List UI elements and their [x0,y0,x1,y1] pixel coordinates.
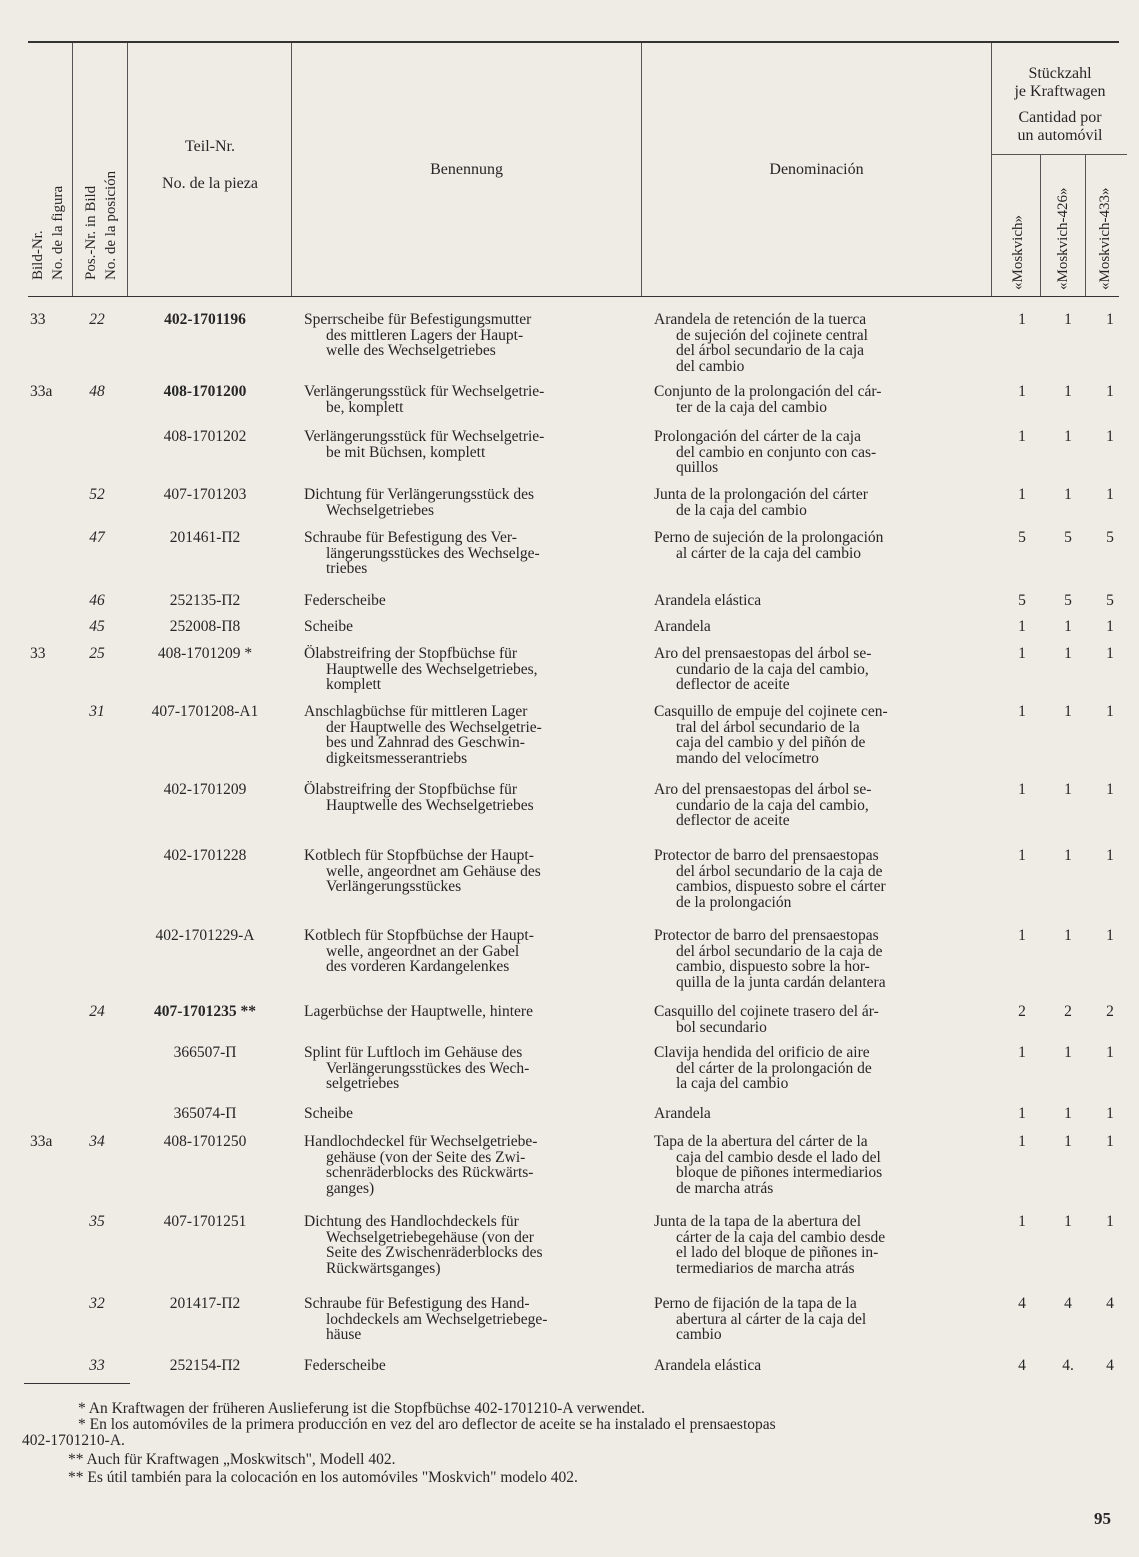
spanish-name-line: la caja del cambio [676,1075,789,1092]
qty-moskvich-426: 1 [1064,1213,1072,1230]
german-name-line: Scheibe [304,618,354,635]
german-name-line: welle des Wechselgetriebes [326,342,496,359]
german-name [304,1106,617,1122]
spanish-name-line: Conjunto de la prolongación del cár- [654,383,882,400]
german-name-line: Dichtung des Handlochdeckels für [304,1213,519,1230]
header-figura: No. de la figura [50,185,66,280]
qty-header-rule [991,154,1127,155]
german-name-line: Verlängerungsstückes des Wech- [326,1059,530,1077]
german-name [304,429,617,460]
german-name-line: des vorderen Kardangelenkes [326,958,510,975]
german-name-line: Rückwärtsganges) [326,1259,441,1277]
part-number: 407-1701203 [163,486,247,503]
spanish-name-line: Prolongación del cárter de la caja [654,428,861,445]
qty-moskvich-433: 4 [1106,1357,1114,1374]
position-number: 34 [89,1133,105,1150]
qty-moskvich-433: 1 [1106,703,1114,720]
part-number: 408-1701250 [163,1133,247,1150]
position-number: 32 [89,1295,105,1312]
german-name [304,1214,617,1276]
qty-moskvich: 1 [1018,703,1026,720]
qty-moskvich: 1 [1018,927,1026,944]
spanish-name-line: de la caja del cambio [676,501,807,519]
german-name [304,384,617,415]
german-name [304,782,617,813]
german-name-line: Kotblech für Stopfbüchse der Haupt- [304,847,534,864]
spanish-name-line: ter de la caja del cambio [676,398,828,416]
spanish-name [654,1358,968,1374]
spanish-name [654,848,968,910]
header-divider [127,43,128,296]
position-number: 35 [89,1213,105,1230]
header-divider [1040,154,1041,296]
spanish-name-line: mando del velocímetro [676,749,819,767]
german-name-line: Hauptwelle des Wechselgetriebes, [326,660,538,678]
german-name-line: digkeitsmesserantriebs [326,749,468,767]
qty-moskvich-426: 4 [1064,1295,1072,1312]
spanish-name-line: cundario de la caja del cambio, [676,660,869,678]
qty-moskvich-426: 5 [1064,529,1072,546]
footnote-2-cont: 402-1701210-A. [22,1432,125,1449]
spanish-name-line: de la prolongación [676,893,792,911]
spanish-name [654,312,968,374]
qty-moskvich: 1 [1018,1044,1026,1061]
spanish-name-line: del árbol secundario de la caja [676,342,865,359]
qty-moskvich-433: 1 [1106,311,1114,328]
header-divider [72,43,73,296]
position-number: 52 [89,486,105,503]
header-cantidad: Cantidad por [1018,109,1102,126]
part-number: 408-1701202 [163,428,247,445]
part-number: 252135-П2 [169,592,241,609]
footnote-rule [24,1383,130,1384]
spanish-name-line: abertura al cárter de la caja del [676,1310,867,1328]
qty-moskvich: 1 [1018,486,1026,503]
german-name [304,1004,617,1020]
spanish-name [654,1045,968,1092]
position-number: 22 [89,311,105,328]
spanish-name-line: del cambio en conjunto con cas- [676,443,877,461]
position-number: 33 [89,1357,105,1374]
header-pos-nr: Pos.-Nr. in Bild [83,185,99,280]
qty-moskvich-426: 1 [1064,486,1072,503]
german-name-line: Wechselgetriebes [326,501,435,519]
qty-moskvich: 4 [1018,1295,1026,1312]
qty-moskvich-426: 1 [1064,703,1072,720]
spanish-name-line: del árbol secundario de la caja de [676,942,883,960]
spanish-name-line: deflector de aceite [676,676,790,693]
spanish-name [654,619,968,635]
spanish-name-line: Arandela de retención de la tuerca [654,311,867,328]
spanish-name-line: bol secundario [676,1018,767,1036]
part-number: 366507-П [173,1044,237,1061]
german-name-line: Schraube für Befestigung des Hand- [304,1295,530,1312]
qty-moskvich-426: 1 [1064,1105,1072,1122]
german-name-line: längerungsstückes des Wechselge- [326,544,540,562]
qty-moskvich-433: 5 [1106,529,1114,546]
spanish-name-line: Casquillo del cojinete trasero del ár- [654,1003,879,1020]
qty-moskvich-433: 1 [1106,618,1114,635]
footnote-4: ** Es útil también para la colocación en los automóviles "Moskvich" modelo 402. [68,1469,578,1486]
spanish-name-line: al cárter de la caja del cambio [676,544,862,562]
qty-moskvich: 5 [1018,592,1026,609]
footnote-1: * An Kraftwagen der früheren Auslieferung ist die Stopfbüchse 402-1701210-A verwendet. [78,1400,645,1417]
qty-moskvich-426: 1 [1064,311,1072,328]
header-benennung: Benennung [430,161,503,178]
qty-moskvich: 1 [1018,645,1026,662]
qty-moskvich: 1 [1018,311,1026,328]
german-name [304,848,617,895]
spanish-name-line: de marcha atrás [676,1179,774,1197]
german-name [304,487,617,518]
german-name-line: Verlängerungsstück für Wechselgetrie- [304,428,545,445]
qty-moskvich-433: 1 [1106,847,1114,864]
header-model-moskvich-433: «Moskvich-433» [1097,187,1113,290]
part-number: 201417-П2 [169,1295,241,1312]
german-name-line: Verlängerungsstückes [326,878,462,895]
qty-moskvich-426: 1 [1064,618,1072,635]
german-name-line: selgetriebes [326,1075,400,1092]
german-name-line: Verlängerungsstück für Wechselgetrie- [304,383,545,400]
qty-moskvich-426: 1 [1064,383,1072,400]
spanish-name-line: deflector de aceite [676,812,790,829]
german-name-line: bes und Zahnrad des Geschwin- [326,734,525,751]
spanish-name-line: Protector de barro del prensaestopas [654,927,879,944]
spanish-name [654,646,968,693]
spanish-name-line: caja del cambio y del piñón de [676,734,866,751]
qty-moskvich: 1 [1018,1213,1026,1230]
part-number: 402-1701228 [163,847,247,864]
part-number: 407-1701251 [163,1213,247,1230]
footnote-2: * En los automóviles de la primera producción en vez del aro deflector de aceite se ha instalado el prensaestopas [78,1416,776,1433]
position-number: 25 [89,645,105,662]
spanish-name-line: Clavija hendida del orificio de aire [654,1044,870,1061]
german-name-line: Federscheibe [304,592,386,609]
spanish-name [654,782,968,829]
german-name-line: be, komplett [326,398,404,416]
german-name [304,1134,617,1196]
qty-moskvich-426: 1 [1064,1044,1072,1061]
position-number: 46 [89,592,105,609]
spanish-name-line: Tapa de la abertura del cárter de la [654,1133,868,1150]
spanish-name-line: Protector de barro del prensaestopas [654,847,879,864]
spanish-name [654,384,968,415]
spanish-name [654,593,968,609]
spanish-name-line: caja del cambio desde el lado del [676,1148,881,1166]
part-number: 402-1701196 [164,311,246,328]
qty-moskvich-426: 1 [1064,847,1072,864]
part-number: 407-1701208-A1 [151,703,259,720]
spanish-name-line: de sujeción del cojinete central [676,326,868,344]
german-name-line: gehäuse (von der Seite des Zwi- [326,1148,526,1166]
header-posicion: No. de la posición [103,170,119,280]
figure-number: 33a [30,383,53,400]
german-name-line: schenräderblocks des Rückwärts- [326,1164,534,1181]
german-name [304,619,617,635]
german-name [304,1296,617,1343]
spanish-name-line: Arandela elástica [654,592,762,609]
qty-moskvich: 1 [1018,847,1026,864]
spanish-name-line: Aro del prensaestopas del árbol se- [654,645,872,662]
qty-moskvich-433: 1 [1106,927,1114,944]
qty-moskvich-433: 1 [1106,645,1114,662]
qty-moskvich: 1 [1018,428,1026,445]
qty-moskvich-433: 5 [1106,592,1114,609]
spanish-name-line: cambios, dispuesto sobre el cárter [676,878,886,895]
part-number: 408-1701200 [163,383,247,400]
spanish-name-line: cundario de la caja del cambio, [676,796,869,814]
part-number: 407-1701235 ** [153,1003,257,1020]
qty-moskvich: 4 [1018,1357,1026,1374]
german-name-line: be mit Büchsen, komplett [326,443,486,461]
spanish-name-line: Perno de sujeción de la prolongación [654,529,884,546]
figure-number: 33 [30,645,46,662]
german-name-line: Kotblech für Stopfbüchse der Haupt- [304,927,534,944]
qty-moskvich-426: 5 [1064,592,1072,609]
german-name-line: ganges) [326,1179,375,1197]
german-name-line: welle, angeordnet am Gehäuse des [326,862,541,880]
spanish-name [654,1004,968,1035]
spanish-name-line: Junta de la tapa de la abertura del [654,1213,861,1230]
german-name-line: Schraube für Befestigung des Ver- [304,529,517,546]
header-automovil: un automóvil [1017,127,1103,144]
spanish-name [654,487,968,518]
qty-moskvich-426: 1 [1064,1133,1072,1150]
spanish-name-line: Arandela [654,618,711,635]
qty-moskvich-433: 2 [1106,1003,1114,1020]
german-name-line: Dichtung für Verlängerungsstück des [304,486,535,503]
part-number: 402-1701229-A [155,927,255,944]
german-name [304,530,617,577]
german-name-line: Ölabstreifring der Stopfbüchse für [304,781,518,798]
spanish-name-line: del árbol secundario de la caja de [676,862,883,880]
header-model-moskvich-426: «Moskvich-426» [1055,187,1071,290]
spanish-name-line: Arandela [654,1105,711,1122]
qty-moskvich-426: 1 [1064,645,1072,662]
spanish-name-line: del cárter de la prolongación de [676,1059,872,1077]
spanish-name [654,1296,968,1343]
part-number: 252154-П2 [169,1357,241,1374]
spanish-name-line: termediarios de marcha atrás [676,1259,855,1277]
spanish-name-line: Casquillo de empuje del cojinete cen- [654,703,888,720]
page-number: 95 [1094,1509,1111,1528]
spanish-name-line: cambio, dispuesto sobre la hor- [676,958,870,975]
qty-moskvich-433: 1 [1106,1105,1114,1122]
german-name [304,704,617,766]
spanish-name-line: el lado del bloque de piñones in- [676,1244,879,1261]
german-name-line: Hauptwelle des Wechselgetriebes [326,796,534,814]
german-name [304,646,617,693]
header-denominacion: Denominación [769,161,864,178]
german-name-line: Anschlagbüchse für mittleren Lager [304,703,528,720]
german-name-line: Handlochdeckel für Wechselgetriebe- [304,1133,538,1150]
position-number: 45 [89,618,105,635]
german-name-line: Federscheibe [304,1357,386,1374]
part-number: 201461-П2 [169,529,241,546]
spanish-name [654,1134,968,1196]
header-divider [1085,154,1086,296]
german-name-line: Sperrscheibe für Befestigungsmutter [304,311,532,328]
spanish-name [654,1214,968,1276]
german-name [304,928,617,975]
spanish-name-line: Aro del prensaestopas del árbol se- [654,781,872,798]
spanish-name [654,1106,968,1122]
german-name-line: des mittleren Lagers der Haupt- [326,326,524,344]
german-name-line: triebes [326,560,368,577]
qty-moskvich-433: 1 [1106,383,1114,400]
spanish-name-line: quilla de la junta cardán delantera [676,973,886,991]
header-bild-nr: Bild-Nr. [30,230,46,280]
figure-number: 33 [30,311,46,328]
qty-moskvich-426: 1 [1064,781,1072,798]
spanish-name-line: cárter de la caja del cambio desde [676,1228,886,1246]
footnote-3: ** Auch für Kraftwagen „Moskwitsch", Modell 402. [68,1451,396,1468]
position-number: 24 [89,1003,105,1020]
qty-moskvich-433: 1 [1106,781,1114,798]
position-number: 48 [89,383,105,400]
german-name-line: komplett [326,676,382,693]
german-name-line: Wechselgetriebegehäuse (von der [326,1228,534,1246]
header-teil-nr: Teil-Nr. [185,138,235,155]
qty-moskvich-433: 1 [1106,486,1114,503]
header-pieza: No. de la pieza [162,175,258,192]
spanish-name [654,429,968,476]
german-name-line: häuse [326,1326,362,1343]
spanish-name-line: Perno de fijación de la tapa de la [654,1295,857,1312]
german-name [304,1045,617,1092]
part-number: 365074-П [173,1105,237,1122]
spanish-name [654,928,968,990]
position-number: 31 [89,703,105,720]
qty-moskvich-433: 1 [1106,1133,1114,1150]
spanish-name-line: bloque de piñones intermediarios [676,1164,883,1181]
german-name-line: Splint für Luftloch im Gehäuse des [304,1044,523,1061]
german-name [304,1358,617,1374]
spanish-name-line: Arandela elástica [654,1357,762,1374]
spanish-name-line: Junta de la prolongación del cárter [654,486,868,503]
spanish-name-line: tral del árbol secundario de la [676,718,860,736]
part-number: 408-1701209 * [157,645,253,662]
qty-moskvich-426: 2 [1064,1003,1072,1020]
position-number: 47 [89,529,105,546]
spanish-name [654,530,968,561]
spanish-name-line: quillos [676,459,719,476]
qty-moskvich-433: 1 [1106,1044,1114,1061]
german-name-line: Lagerbüchse der Hauptwelle, hintere [304,1003,533,1020]
qty-moskvich-433: 4 [1106,1295,1114,1312]
qty-moskvich: 1 [1018,1133,1026,1150]
qty-moskvich: 2 [1018,1003,1026,1020]
qty-moskvich-426: 1 [1064,428,1072,445]
spanish-name-line: cambio [676,1326,722,1343]
part-number: 252008-П8 [169,618,241,635]
german-name-line: Scheibe [304,1105,354,1122]
german-name [304,312,617,359]
qty-moskvich-426: 1 [1064,927,1072,944]
german-name-line: Ölabstreifring der Stopfbüchse für [304,645,518,662]
spanish-name [654,704,968,766]
qty-moskvich: 5 [1018,529,1026,546]
figure-number: 33a [30,1133,53,1150]
german-name-line: der Hauptwelle des Wechselgetrie- [326,718,542,736]
qty-moskvich-433: 1 [1106,428,1114,445]
qty-moskvich-426: 4. [1062,1357,1074,1374]
header-je-kraftwagen: je Kraftwagen [1014,83,1106,100]
qty-moskvich: 1 [1018,618,1026,635]
german-name-line: lochdeckels am Wechselgetriebege- [326,1310,548,1328]
german-name [304,593,617,609]
qty-moskvich: 1 [1018,781,1026,798]
header-stueckzahl: Stückzahl [1028,65,1092,82]
spanish-name-line: del cambio [676,357,745,375]
german-name-line: welle, angeordnet an der Gabel [326,942,520,960]
part-number: 402-1701209 [163,781,247,798]
qty-moskvich: 1 [1018,1105,1026,1122]
qty-moskvich: 1 [1018,383,1026,400]
header-model-moskvich: «Moskvich» [1010,215,1026,290]
german-name-line: Seite des Zwischenräderblocks des [326,1244,543,1261]
qty-moskvich-433: 1 [1106,1213,1114,1230]
